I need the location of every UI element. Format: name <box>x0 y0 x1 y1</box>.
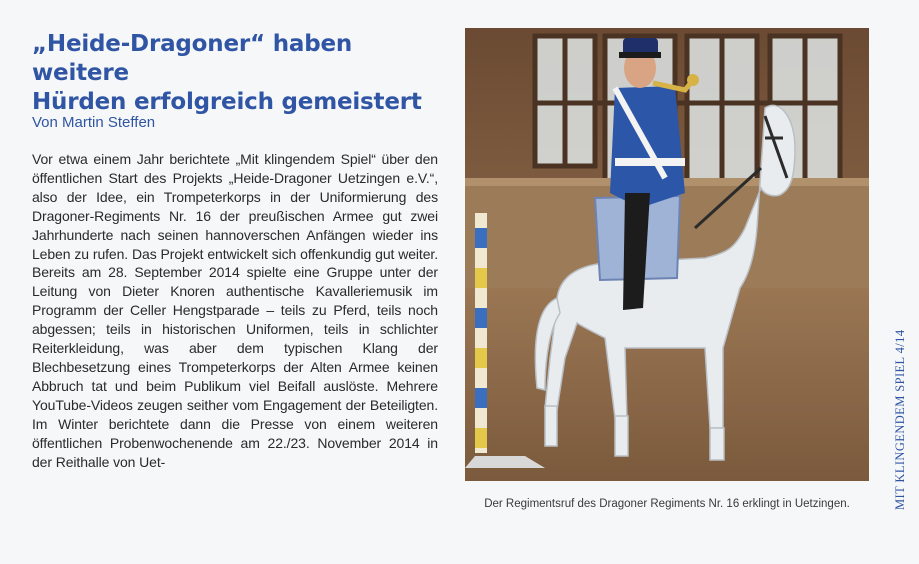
article-photo <box>465 28 869 481</box>
running-title <box>893 329 907 520</box>
article-body <box>32 150 438 471</box>
article-byline: Von Martin Steffen <box>32 114 156 131</box>
article-paragraph: Vor etwa einem Jahr berichtete „Mit klingendem Spiel“ über den öffentlichen Start des Projekts „Heide-Dragoner Uetzingen e.V.“, also der Idee, ein Trompeterkorps in der Uniformierung des Dragoner-Regiments Nr. 16 der preußischen Armee gut zwei Jahrhunderte nach seinen hannoverschen Anfängen wieder ins Leben zu rufen. Das Projekt entwickelt sich offenkundig gut weiter. Bereits am 28. September 2014 spielte eine Gruppe unter der Leitung von Dieter Knoren authentische Kavalleriemusik im Programm der Celler Hengstparade – teils zu Pferd, teils noch abgessen; teils in historischen Uniformen, teils in schlichter Reiterkleidung, was aber dem typischen Klang der Blechbesetzung eines Trompeterkorps der Alten Armee keinen Abbruch tat und beim Publikum viel Beifall auslöste. Mehrere YouTube-Videos zeugen seither vom Engagement der Beteiligten. Im Winter berichtete dann die Presse von einem weiteren öffentlichen Probenwochenende am 22./23. November 2014 in der Reithalle von Uet- <box>32 151 438 470</box>
headline-line-1: „Heide-Dragoner“ haben weitere <box>32 31 353 86</box>
photo-caption: Der Regimentsruf des Dragoner Regiments Nr. 16 erklingt in Uetzingen. <box>484 498 850 510</box>
article-headline <box>32 30 452 117</box>
headline-line-2: Hürden erfolgreich gemeistert <box>32 89 422 115</box>
trumpeter-horse-illustration <box>465 28 869 481</box>
running-title-text: MIT KLINGENDEM SPIEL 4/14 <box>893 329 907 510</box>
